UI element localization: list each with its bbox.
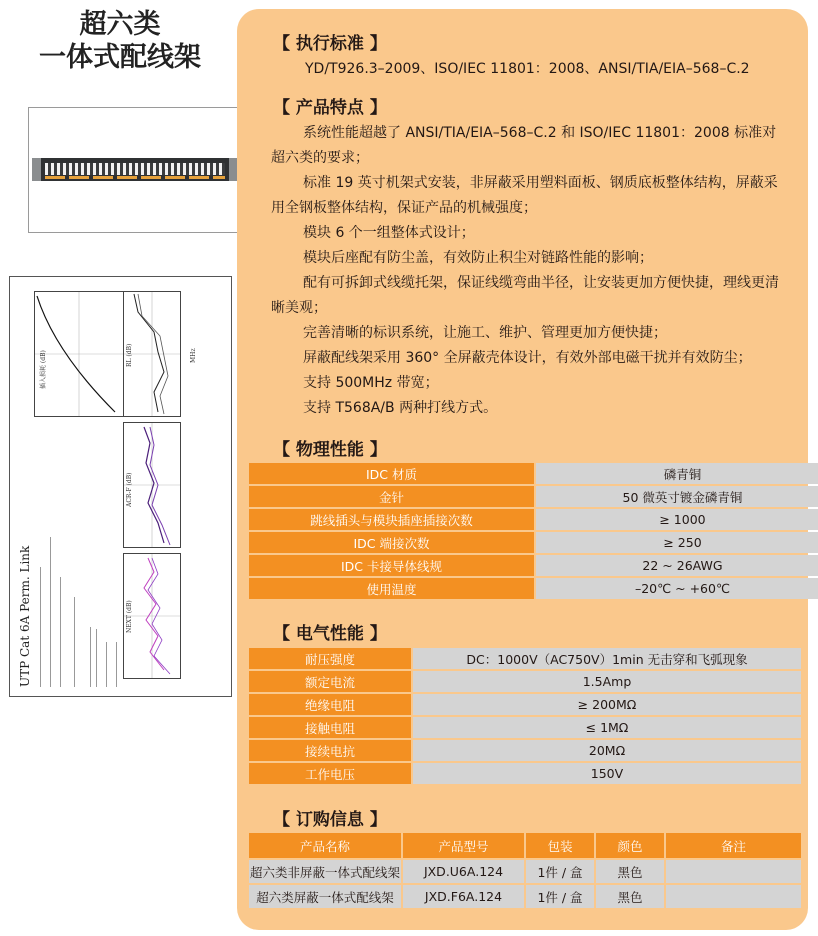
table-row [249,578,818,599]
order-header: 备注 [666,833,801,858]
order-cell: 1件 / 盒 [526,860,594,883]
plot-label-rl: RL (dB) [126,343,133,367]
order-header: 颜色 [596,833,664,858]
feature-item: 系统性能超越了 ANSI/TIA/EIA–568–C.2 和 ISO/IEC 11801：2008 标准对超六类的要求； [271,125,777,166]
electrical-heading: 【 电气性能 】 [273,624,387,644]
order-table [247,831,803,910]
order-cell: 黑色 [596,885,664,908]
physical-table [247,461,818,601]
features-list [271,121,781,421]
electrical-value: 150V [413,763,801,784]
physical-value: ≥ 250 [536,532,818,553]
order-header: 产品型号 [403,833,524,858]
physical-value: 50 微英寸镀金磷青铜 [536,486,818,507]
electrical-label: 工作电压 [249,763,411,784]
order-cell: 黑色 [596,860,664,883]
table-row [249,885,801,908]
feature-item: 屏蔽配线架采用 360° 全屏蔽壳体设计，有效外部电磁干扰并有效防尘； [303,350,752,366]
order-heading: 【 订购信息 】 [273,810,387,830]
table-row [249,694,801,715]
physical-label: 使用温度 [249,578,534,599]
freq-label: MHz [190,348,197,363]
electrical-label: 绝缘电阻 [249,694,411,715]
table-row [249,463,818,484]
table-row [249,763,801,784]
physical-label: IDC 端接次数 [249,532,534,553]
physical-value: –20℃ ~ +60℃ [536,578,818,599]
physical-value: ≥ 1000 [536,509,818,530]
label-strip [45,176,225,179]
physical-label: 跳线插头与模块插座插接次数 [249,509,534,530]
electrical-value: 20MΩ [413,740,801,761]
physical-heading: 【 物理性能 】 [273,440,387,460]
electrical-value: 1.5Amp [413,671,801,692]
feature-item: 模块 6 个一组整体式设计； [303,225,475,241]
order-cell: 1件 / 盒 [526,885,594,908]
spec-panel [237,9,808,930]
electrical-value: ≥ 200MΩ [413,694,801,715]
electrical-label: 接触电阻 [249,717,411,738]
table-row [249,532,818,553]
feature-item: 配有可拆卸式线缆托架，保证线缆弯曲半径，让安装更加方便快捷，理线更清晰美观； [271,275,779,316]
physical-label: IDC 卡接导体线规 [249,555,534,576]
order-cell: JXD.F6A.124 [403,885,524,908]
electrical-table [247,646,803,786]
table-row [249,509,818,530]
order-cell: 超六类屏蔽一体式配线架 [249,885,401,908]
report-title: UTP Cat 6A Perm. Link [18,545,32,687]
feature-item: 完善清晰的标识系统，让施工、维护、管理更加方便快捷； [303,325,667,341]
insertion-loss-plot [34,291,124,417]
standards-heading: 【 执行标准 】 [273,34,387,54]
physical-label: IDC 材质 [249,463,534,484]
mount-ear-left [32,158,41,181]
feature-item: 模块后座配有防尘盖，有效防止积尘对链路性能的影响； [303,250,653,266]
table-row [249,671,801,692]
table-row [249,486,818,507]
order-cell [666,860,801,883]
electrical-value: ≤ 1MΩ [413,717,801,738]
electrical-value: DC：1000V（AC750V）1min 无击穿和飞弧现象 [413,648,801,669]
report-text-block [34,457,124,687]
plot-label-il: 插入损耗 (dB) [40,350,47,389]
title-line-1: 超六类 [79,9,161,40]
order-cell: JXD.U6A.124 [403,860,524,883]
table-row [249,555,818,576]
standards-text: YD/T926.3–2009、ISO/IEC 11801：2008、ANSI/TIA/EIA–568–C.2 [305,61,750,77]
order-header: 产品名称 [249,833,401,858]
electrical-label: 接续电抗 [249,740,411,761]
table-header-row [249,833,801,858]
order-cell [666,885,801,908]
order-header: 包装 [526,833,594,858]
feature-item: 标准 19 英寸机架式安装，非屏蔽采用塑料面板、钢质底板整体结构，屏蔽采用全钢板整体结构，保证产品的机械强度； [271,175,778,216]
table-row [249,740,801,761]
physical-value: 22 ~ 26AWG [536,555,818,576]
port-row [45,163,225,175]
product-title [20,8,220,74]
physical-value: 磷青铜 [536,463,818,484]
table-row [249,648,801,669]
electrical-label: 耐压强度 [249,648,411,669]
product-photo [28,107,242,233]
table-row [249,717,801,738]
features-heading: 【 产品特点 】 [273,98,387,118]
feature-item: 支持 500MHz 带宽； [303,375,439,391]
title-line-2: 一体式配线架 [39,42,201,73]
test-report-image [9,276,232,697]
feature-item: 支持 T568A/B 两种打线方式。 [303,400,498,416]
electrical-label: 额定电流 [249,671,411,692]
table-row [249,860,801,883]
plot-label-acrf: ACR-F (dB) [126,472,133,507]
physical-label: 金针 [249,486,534,507]
plot-label-next: NEXT (dB) [126,600,133,633]
order-cell: 超六类非屏蔽一体式配线架 [249,860,401,883]
